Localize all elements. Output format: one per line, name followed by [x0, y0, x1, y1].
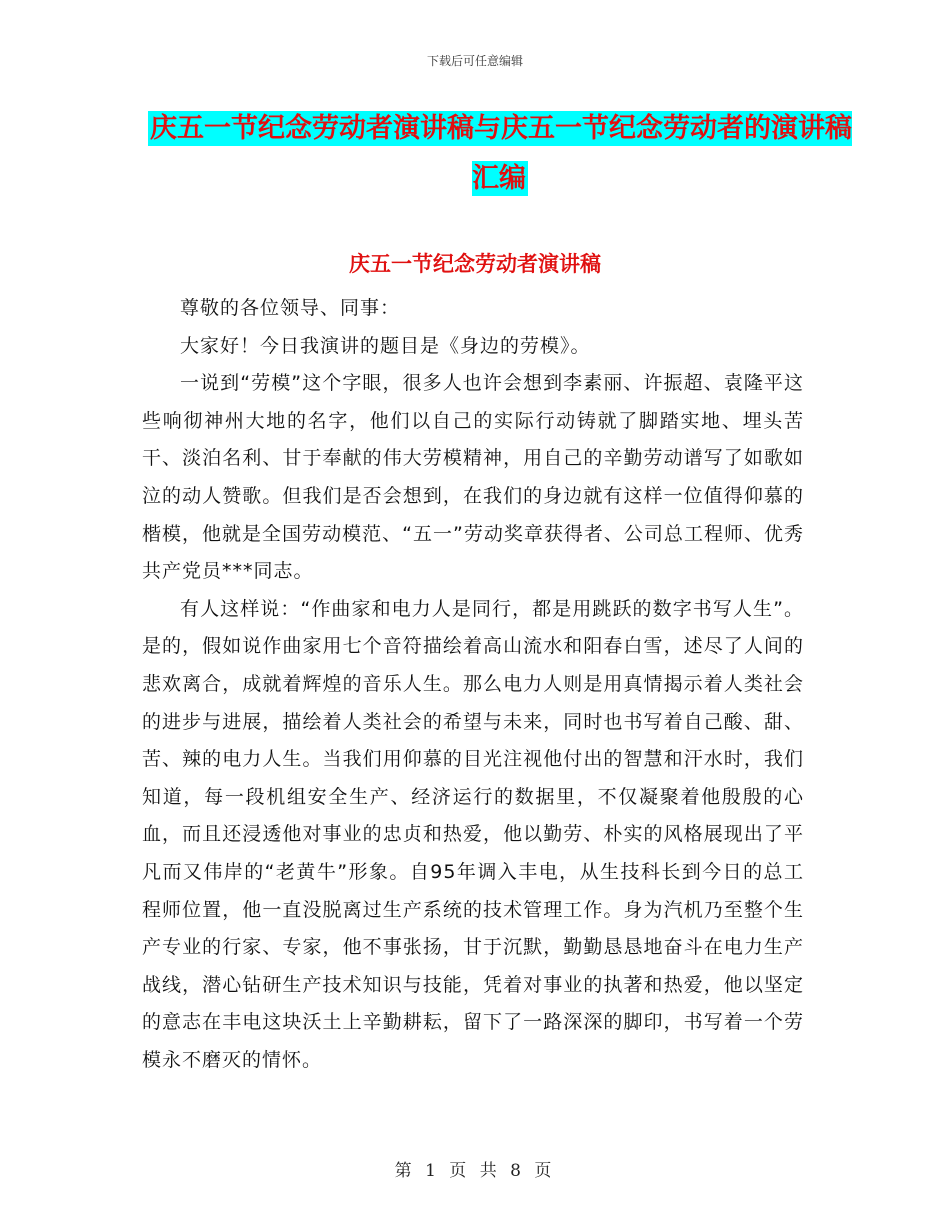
paragraph-salutation: 尊敬的各位领导、同事：	[180, 297, 401, 319]
document-title-text: 庆五一节纪念劳动者演讲稿与庆五一节纪念劳动者的演讲稿汇编	[150, 113, 852, 194]
paragraph-main: 有人这样说：“作曲家和电力人是同行，都是用跳跃的数字书写人生”。是的，假如说作曲家用七个音符描绘着高山流水和阳春白雪，述尽了人间的悲欢离合，成就着辉煌的音乐人生。那么电力人则是用真情揭示着人类社会的进步与进展，描绘着人类社会的希望与未来，同时也书写着自己酸、甜、苦、辣的电力人生。当我们用仰慕的目光注视他付出的智慧和汗水时，我们知道，每一段机组安全生产、经济运行的数据里，不仅凝聚着他殷殷的心血，而且还浸透他对事业的忠贞和热爱，他以勤劳、朴实的风格展现出了平凡而又伟岸的“老黄牛”形象。自95年调入丰电，从生技科长到今日的总工程师位置，他一直没脱离过生产系统的技术管理工作。身为汽机乃至整个生产专业的行家、专家，他不事张扬，甘于沉默，勤勤恳恳地奋斗在电力生产战线，潜心钻研生产技术知识与技能，凭着对事业的执著和热爱，他以坚定的意志在丰电这块沃土上辛勤耕耘，留下了一路深深的脚印，书写着一个劳模永不磨灭的情怀。	[142, 597, 804, 1071]
section-title: 庆五一节纪念劳动者演讲稿	[349, 252, 601, 276]
paragraph-intro: 一说到“劳模”这个字眼，很多人也许会想到李素丽、许振超、袁隆平这些响彻神州大地的名字，他们以自己的实际行动铸就了脚踏实地、埋头苦干、淡泊名利、甘于奉献的伟大劳模精神，用自己的辛勤劳动谱写了如歌如泣的动人赞歌。但我们是否会想到，在我们的身边就有这样一位值得仰慕的楷模，他就是全国劳动模范、“五一”劳动奖章获得者、公司总工程师、优秀共产党员***同志。	[142, 372, 804, 583]
body-text	[142, 290, 804, 1079]
document-title	[140, 104, 860, 204]
page-number-footer: 第 1 页 共 8 页	[394, 1161, 556, 1181]
header-note: 下载后可任意编辑	[426, 54, 523, 68]
paragraph-greeting: 大家好！今日我演讲的题目是《身边的劳模》。	[180, 334, 591, 357]
